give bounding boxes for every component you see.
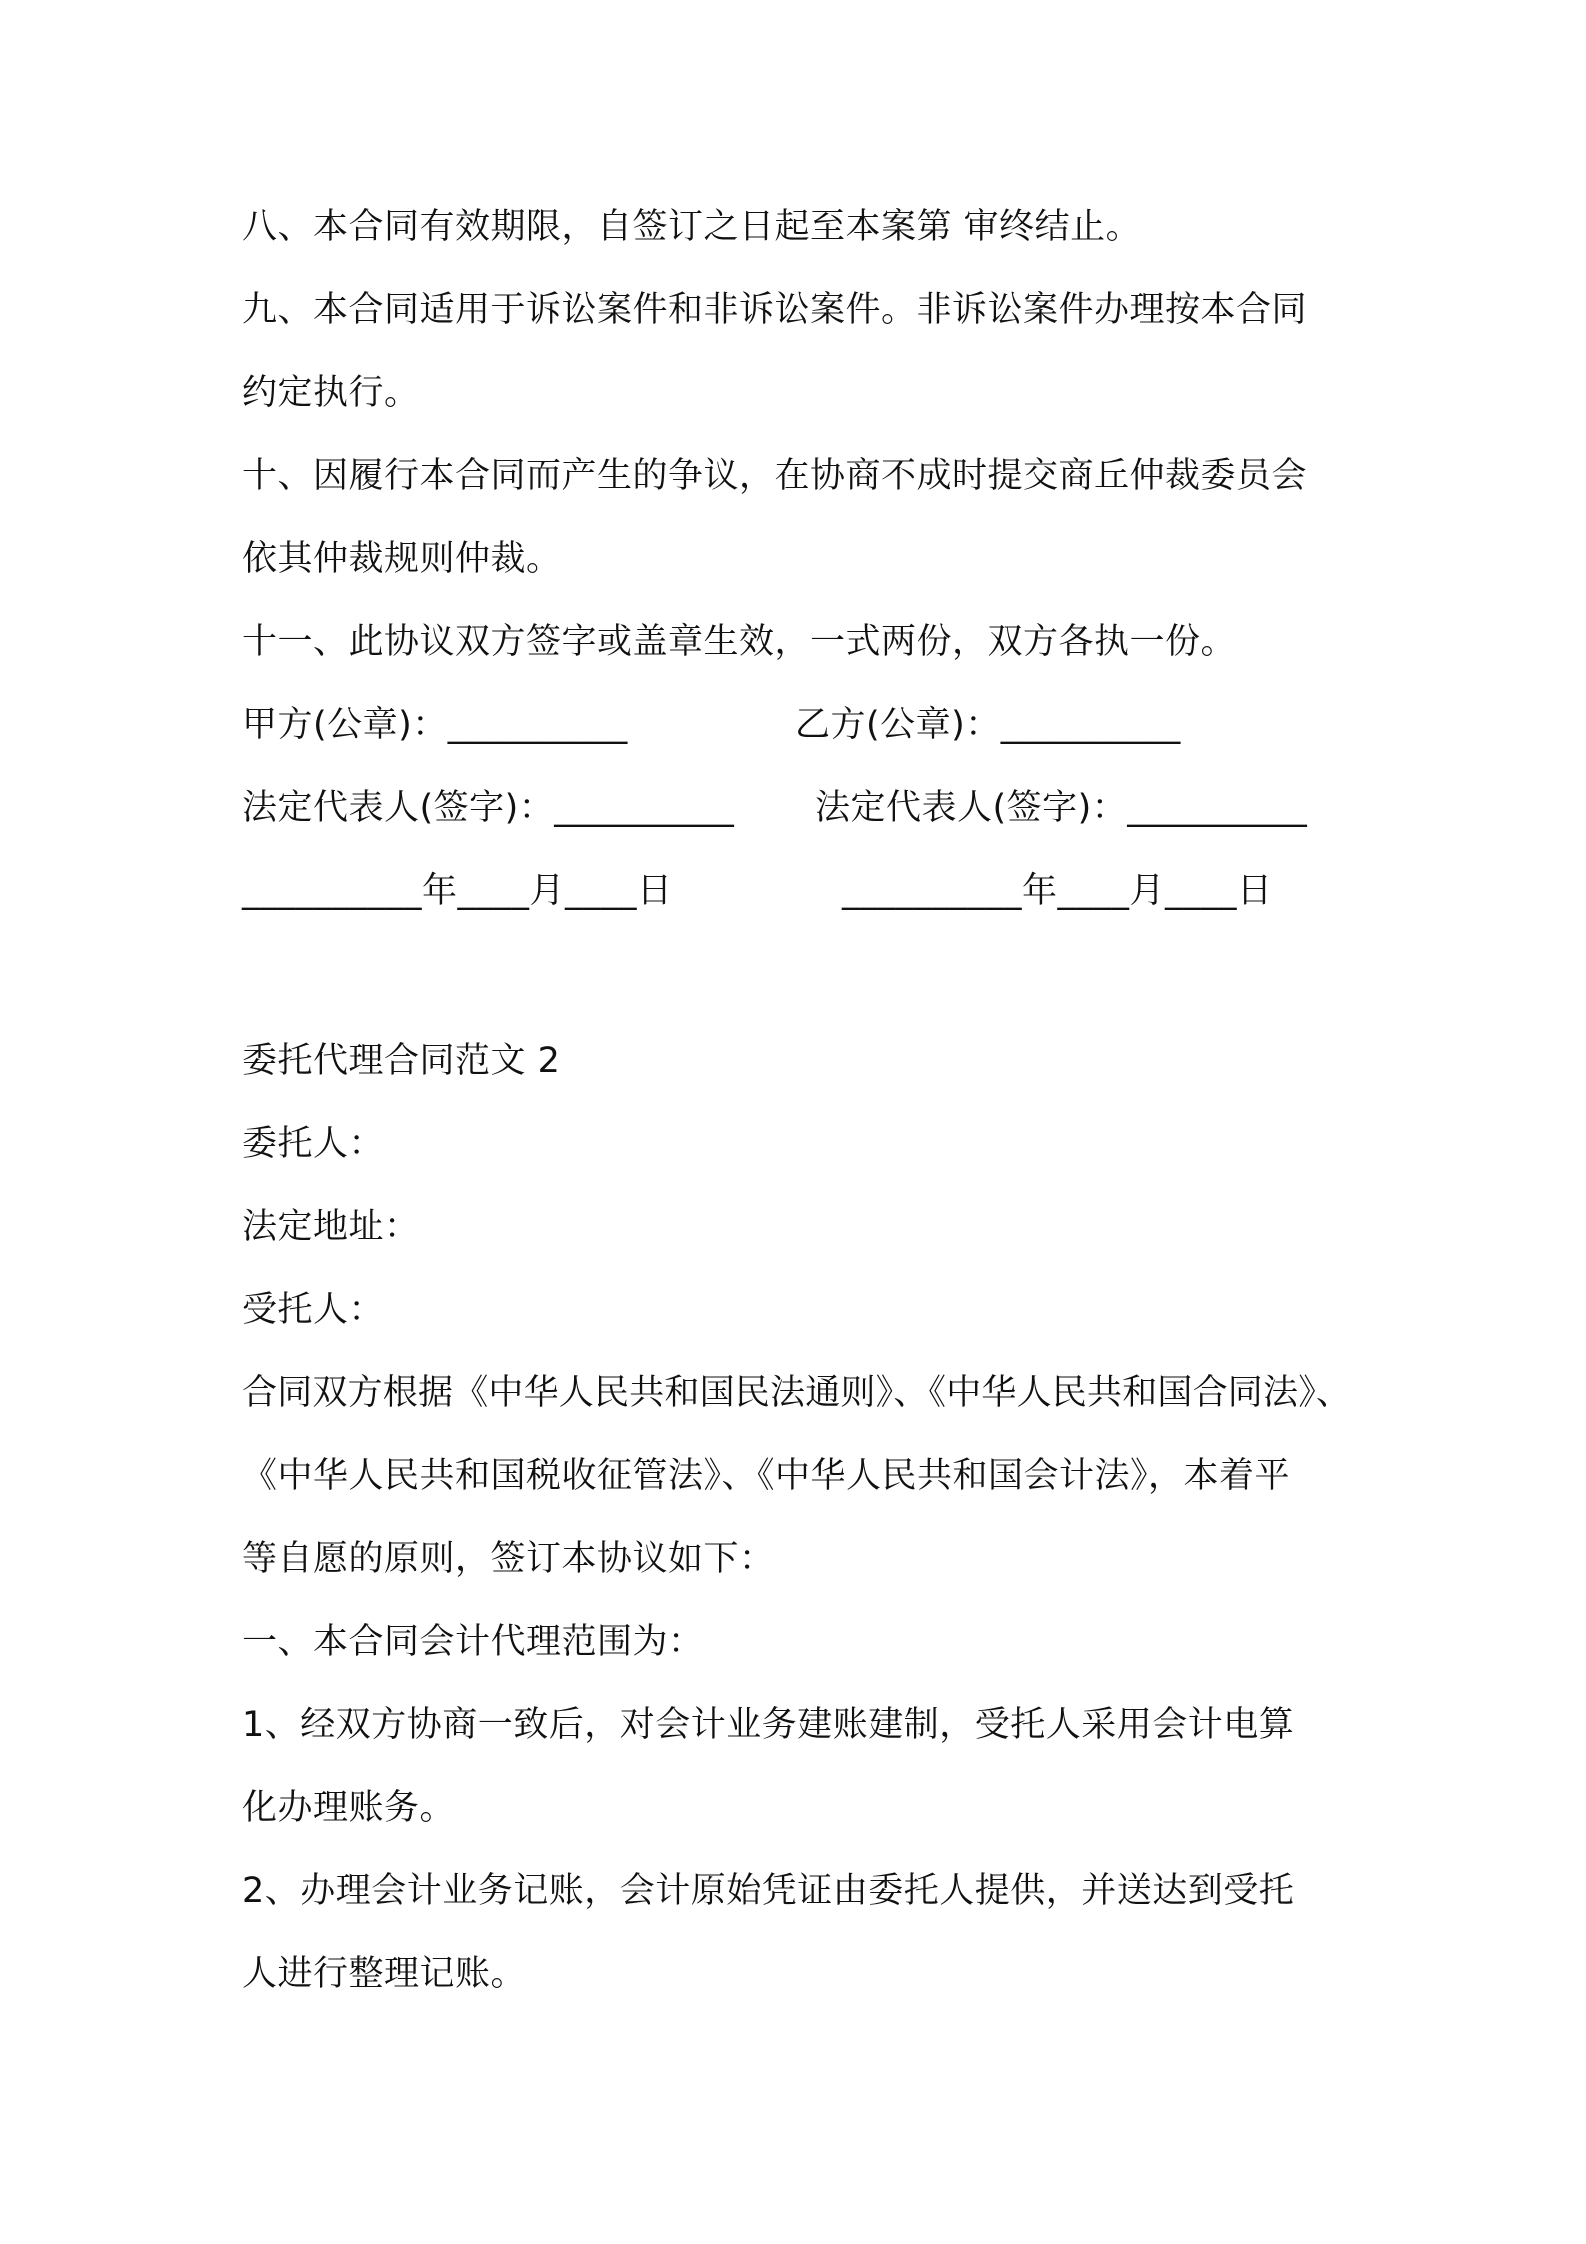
party-b-date: __________年____月____日	[842, 871, 1273, 911]
party-a-date: __________年____月____日	[242, 871, 673, 911]
clause-8: 八、本合同有效期限，自签订之日起至本案第 审终结止。	[242, 207, 1142, 247]
client-label: 委托人：	[242, 1124, 385, 1164]
section-title: 委托代理合同范文 2	[242, 1041, 561, 1081]
clause-1: 一、本合同会计代理范围为：	[242, 1622, 704, 1662]
party-a-representative: 法定代表人(签字)：__________	[242, 788, 735, 828]
item-2-line2: 人进行整理记账。	[242, 1954, 527, 1994]
party-b-seal: 乙方(公章)：__________	[795, 705, 1181, 745]
clause-9-line2: 约定执行。	[242, 373, 420, 413]
clause-10-line1: 十、因履行本合同而产生的争议，在协商不成时提交商丘仲裁委员会	[242, 456, 1308, 496]
clause-10-line2: 依其仲裁规则仲裁。	[242, 539, 562, 579]
item-1-line2: 化办理账务。	[242, 1788, 456, 1828]
address-label: 法定地址：	[242, 1207, 420, 1247]
agent-label: 受托人：	[242, 1290, 385, 1330]
clause-9-line1: 九、本合同适用于诉讼案件和非诉讼案件。非诉讼案件办理按本合同	[242, 290, 1308, 330]
preamble-line1: 合同双方根据《中华人民共和国民法通则》、《中华人民共和国合同法》、	[242, 1373, 1352, 1413]
item-2-line1: 2、办理会计业务记账，会计原始凭证由委托人提供，并送达到受托	[242, 1871, 1295, 1911]
party-a-seal: 甲方(公章)：__________	[242, 705, 628, 745]
preamble-line3: 等自愿的原则，签订本协议如下：	[242, 1539, 775, 1579]
party-b-representative: 法定代表人(签字)：__________	[815, 788, 1308, 828]
item-1-line1: 1、经双方协商一致后，对会计业务建账建制，受托人采用会计电算	[242, 1705, 1295, 1745]
clause-11: 十一、此协议双方签字或盖章生效，一式两份，双方各执一份。	[242, 622, 1237, 662]
preamble-line2: 《中华人民共和国税收征管法》、《中华人民共和国会计法》，本着平	[242, 1456, 1291, 1496]
